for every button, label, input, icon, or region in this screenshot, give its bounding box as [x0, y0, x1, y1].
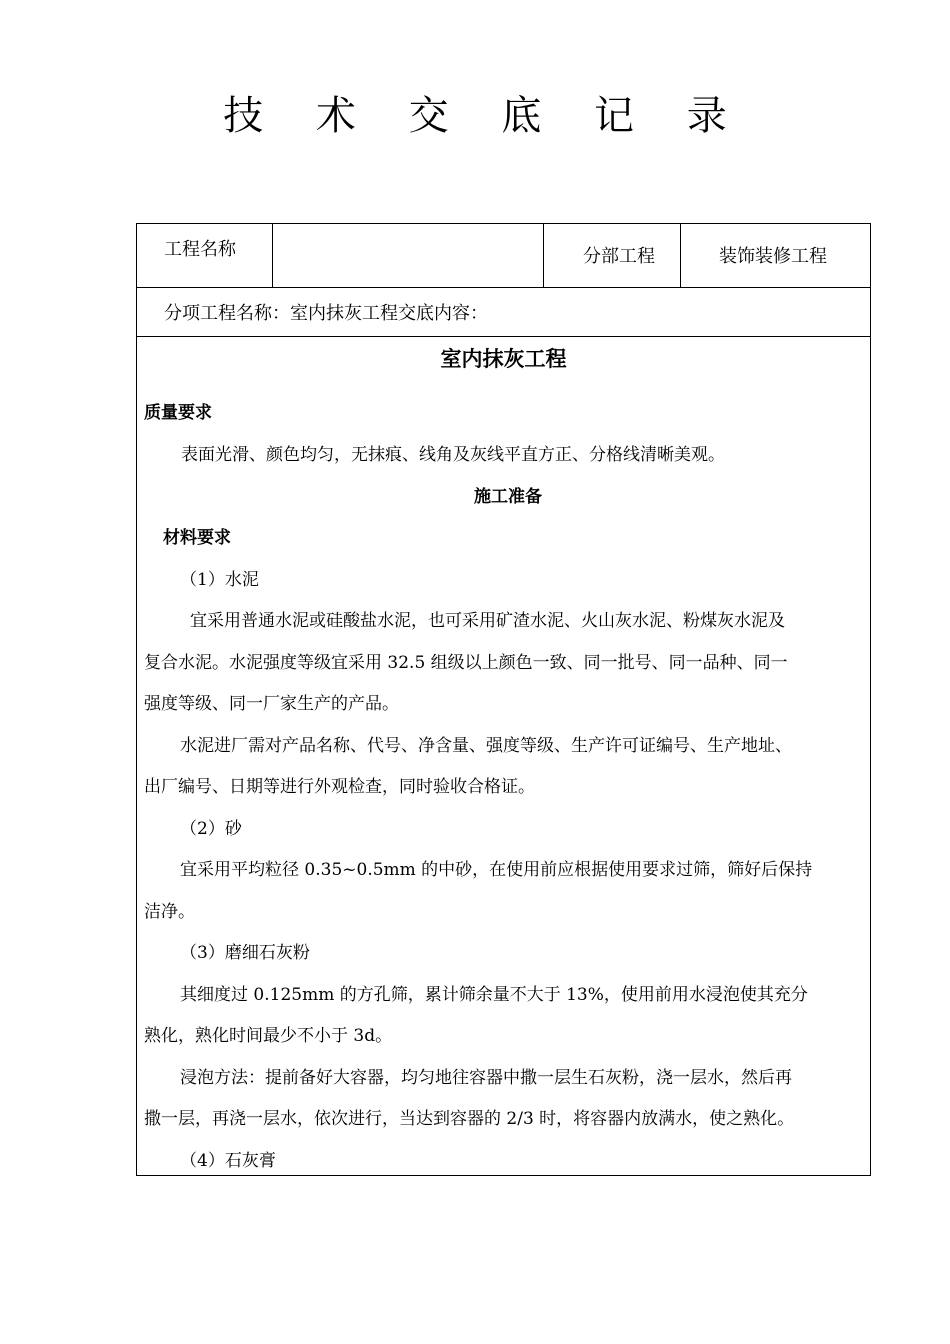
- item3-p2-line1: 浸泡方法：提前备好大容器，均匀地往容器中撒一层生石灰粉，浇一层水，然后再: [180, 1068, 792, 1088]
- project-name-label: 工程名称: [164, 239, 236, 260]
- item2-title: （2）砂: [180, 819, 242, 839]
- subitem-line: 分项工程名称：室内抹灰工程交底内容：: [164, 303, 488, 324]
- table-header-row: [137, 224, 870, 288]
- item1-p2-line2: 出厂编号、日期等进行外观检查，同时验收合格证。: [144, 777, 535, 797]
- item1-p1-line1: 宜采用普通水泥或硅酸盐水泥，也可采用矿渣水泥、火山灰水泥、粉煤灰水泥及: [190, 611, 785, 631]
- quality-text: 表面光滑、颜色均匀，无抹痕、线角及灰线平直方正、分格线清晰美观。: [181, 445, 725, 465]
- project-name-value-cell: [273, 224, 544, 287]
- item4-title: （4）石灰膏: [180, 1151, 276, 1171]
- item1-p1-line3: 强度等级、同一厂家生产的产品。: [144, 694, 399, 714]
- item1-p2-line1: 水泥进厂需对产品名称、代号、净含量、强度等级、生产许可证编号、生产地址、: [180, 736, 792, 756]
- quality-heading-text: 质量要求: [144, 403, 212, 423]
- item1-title: （1）水泥: [180, 570, 259, 590]
- project-name-label-cell: [137, 224, 273, 287]
- division-label-cell: [544, 224, 681, 287]
- section-heading: 室内抹灰工程: [440, 347, 567, 371]
- division-label: 分部工程: [583, 246, 655, 267]
- item3-title: （3）磨细石灰粉: [180, 943, 310, 963]
- page-title: 技 术 交 底 记 录: [223, 93, 747, 139]
- materials-heading: 材料要求: [163, 528, 231, 548]
- division-value-cell: [681, 224, 870, 287]
- division-value: 装饰装修工程: [719, 246, 827, 267]
- item3-p1-line1: 其细度过 0.125mm 的方孔筛，累计筛余量不大于 13%，使用前用水浸泡使其充分: [180, 985, 808, 1005]
- subitem-row: [137, 287, 870, 337]
- item2-p1-line2: 洁净。: [144, 902, 195, 922]
- item3-p2-line2: 撒一层，再浇一层水，依次进行，当达到容器的 2/3 时，将容器内放满水，使之熟化。: [144, 1109, 795, 1129]
- item2-p1-line1: 宜采用平均粒径 0.35~0.5mm 的中砂，在使用前应根据使用要求过筛，筛好后保持: [180, 860, 813, 880]
- prep-heading: 施工准备: [474, 487, 542, 507]
- item1-p1-line2: 复合水泥。水泥强度等级宜采用 32.5 组级以上颜色一致、同一批号、同一品种、同一: [144, 653, 788, 673]
- item3-p1-line2: 熟化，熟化时间最少不小于 3d。: [144, 1026, 393, 1046]
